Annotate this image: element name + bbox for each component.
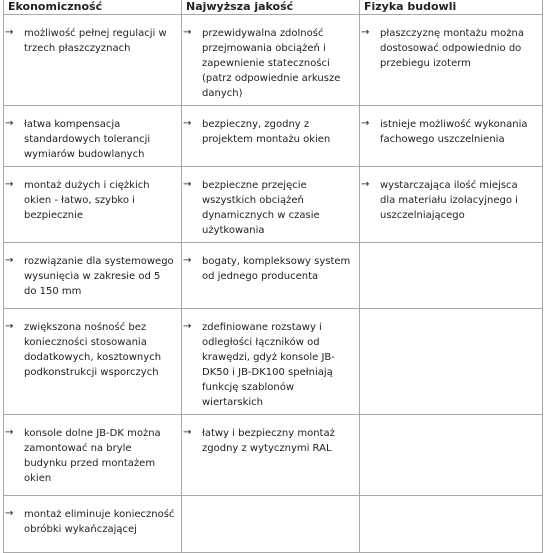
cell-text: bezpieczne przejęcie wszystkich obciążeń dynamicznych w czasie użytkowania — [202, 180, 320, 236]
arrow-right-icon: → — [5, 27, 14, 38]
header-economy: Ekonomiczność — [4, 0, 182, 15]
table-cell — [182, 106, 360, 167]
table-cell-empty — [360, 496, 543, 553]
arrow-right-icon: → — [361, 179, 370, 190]
arrow-right-icon: → — [361, 27, 370, 38]
arrow-right-icon: → — [183, 255, 192, 266]
table-cell — [182, 15, 360, 106]
cell-text: płaszczyznę montażu można dostosować odpowiednio do przebiegu izoterm — [380, 28, 524, 69]
cell-text: zwiększona nośność bez konieczności stosowania dodatkowych, kosztownych podkonstrukcji wsporczych — [24, 322, 162, 378]
table-cell — [182, 243, 360, 309]
arrow-right-icon: → — [183, 321, 192, 332]
table-cell-empty — [360, 309, 543, 415]
arrow-right-icon: → — [5, 321, 14, 332]
table-cell — [4, 309, 182, 415]
table-cell-empty — [182, 496, 360, 553]
cell-text: rozwiązanie dla systemowego wysunięcia w zakresie od 5 do 150 mm — [24, 256, 174, 297]
cell-text: bezpieczny, zgodny z projektem montażu okien — [202, 119, 331, 145]
table-cell — [4, 415, 182, 496]
table-cell-empty — [360, 415, 543, 496]
cell-text: łatwa kompensacja standardowych tolerancji wymiarów budowlanych — [24, 119, 151, 160]
cell-text: łatwy i bezpieczny montaż zgodny z wytycznymi RAL — [202, 428, 335, 454]
arrow-right-icon: → — [5, 508, 14, 519]
arrow-right-icon: → — [361, 118, 370, 129]
cell-text: zdefiniowane rozstawy i odległości łączników od krawędzi, gdyż konsole JB-DK50 i JB-DK100 spełniają funkcję szablonów wiertarskich — [202, 322, 335, 408]
table-cell — [4, 106, 182, 167]
table-cell — [182, 415, 360, 496]
table-row — [4, 106, 543, 167]
table-cell — [360, 106, 543, 167]
cell-text: możliwość pełnej regulacji w trzech płaszczyznach — [24, 28, 167, 54]
header-quality: Najwyższa jakość — [182, 0, 360, 15]
arrow-right-icon: → — [183, 427, 192, 438]
table-row — [4, 15, 543, 106]
header-building-physics: Fizyka budowli — [360, 0, 543, 15]
cell-text: bogaty, kompleksowy system od jednego producenta — [202, 256, 351, 282]
features-table — [3, 0, 543, 553]
cell-text: wystarczająca ilość miejsca dla materiału izolacyjnego i uszczelniającego — [380, 180, 518, 221]
arrow-right-icon: → — [5, 427, 14, 438]
table-cell — [4, 496, 182, 553]
table-row — [4, 309, 543, 415]
table-cell-empty — [360, 243, 543, 309]
arrow-right-icon: → — [183, 179, 192, 190]
table-row — [4, 496, 543, 553]
table-row — [4, 167, 543, 243]
table-cell — [182, 309, 360, 415]
cell-text: montaż dużych i ciężkich okien - łatwo, szybko i bezpiecznie — [24, 180, 150, 221]
table-cell — [360, 15, 543, 106]
cell-text: montaż eliminuje konieczność obróbki wykańczającej — [24, 509, 175, 535]
cell-text: istnieje możliwość wykonania fachowego uszczelnienia — [380, 119, 528, 145]
table-row — [4, 415, 543, 496]
arrow-right-icon: → — [5, 255, 14, 266]
table-row — [4, 243, 543, 309]
header-row — [4, 0, 543, 15]
table-cell — [4, 167, 182, 243]
table-cell — [360, 167, 543, 243]
arrow-right-icon: → — [5, 179, 14, 190]
table-cell — [182, 167, 360, 243]
table-cell — [4, 243, 182, 309]
arrow-right-icon: → — [5, 118, 14, 129]
cell-text: przewidywalna zdolność przejmowania obciążeń i zapewnienie stateczności (patrz odpowiednie arkusze danych) — [202, 28, 341, 99]
arrow-right-icon: → — [183, 118, 192, 129]
table-cell — [4, 15, 182, 106]
arrow-right-icon: → — [183, 27, 192, 38]
cell-text: konsole dolne JB-DK można zamontować na bryle budynku przed montażem okien — [24, 428, 161, 484]
